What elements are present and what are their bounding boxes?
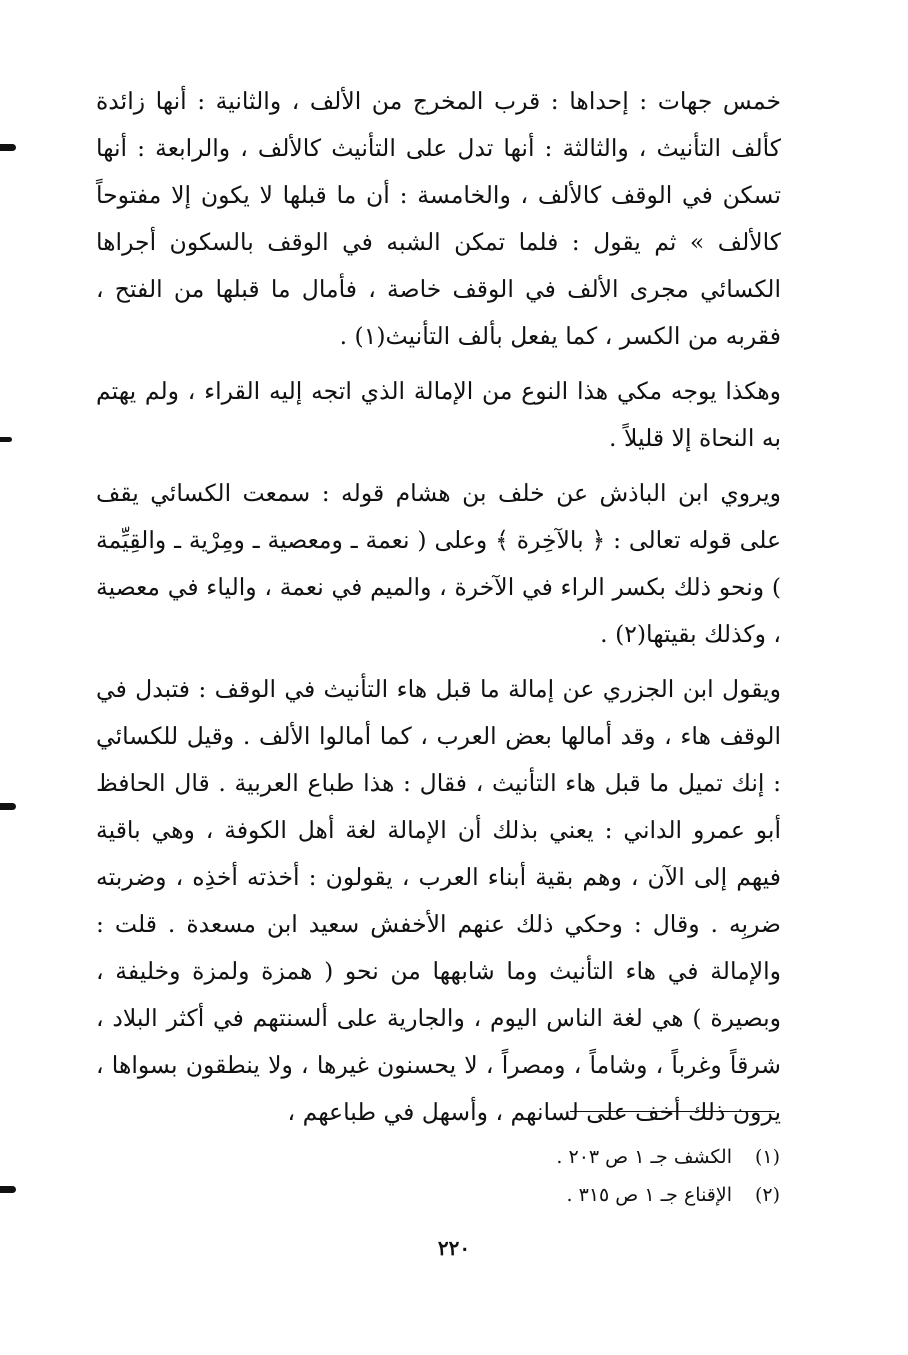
margin-mark — [0, 144, 16, 151]
footnote-text: الإقناع جـ ١ ص ٣١٥ . — [566, 1184, 732, 1206]
page-number: ٢٢٠ — [437, 1236, 471, 1260]
body-paragraph: ويروي ابن الباذش عن خلف بن هشام قوله : سمعت الكسائي يقف على قوله تعالى : ﴿ بالآخِرة ﴾ وعلى ( نعمة ـ ومعصية ـ ومِرْية ـ والقِيِّمة ) ونحو ذلك بكسر الراء في الآخرة ، والميم في نعمة ، والياء في معصية ، وكذلك بقيتها(٢) . — [96, 479, 781, 648]
margin-mark — [0, 1186, 16, 1193]
footnote-number: (١) — [754, 1146, 780, 1168]
margin-mark — [0, 437, 12, 442]
footnote-divider — [570, 1111, 775, 1112]
footnote — [360, 1176, 780, 1214]
margin-mark — [0, 803, 16, 810]
footnote — [360, 1138, 780, 1176]
footnotes — [360, 1138, 780, 1214]
footnote-number: (٢) — [754, 1184, 780, 1206]
footnote-text: الكشف جـ ١ ص ٢٠٣ . — [556, 1146, 732, 1168]
body-paragraph: ويقول ابن الجزري عن إمالة ما قبل هاء التأنيث في الوقف : فتبدل في الوقف هاء ، وقد أمالها بعض العرب ، كما أمالوا الألف . وقيل للكسائي : إنك تميل ما قبل هاء التأنيث ، فقال : هذا طباع العربية . قال الحافظ أبو عمرو الداني : يعني بذلك أن الإمالة لغة أهل الكوفة ، وهي باقية فيهم إلى الآن ، وهم بقية أبناء العرب ، يقولون : أخذته أخذِه ، وضربته ضربِه . وقال : وحكي ذلك عنهم الأخفش سعيد ابن مسعدة . قلت : والإمالة في هاء التأنيث وما شابهها من نحو ( همزة ولمزة وخليفة ، وبصيرة ) هي لغة الناس اليوم ، والجارية على ألسنتهم في أكثر البلاد ، شرقاً وغرباً ، وشاماً ، ومصراً ، لا يحسنون غيرها ، ولا ينطقون بسواها ، يرون ذلك أخف على لسانهم ، وأسهل في طباعهم ، — [96, 675, 781, 1126]
body-paragraph: خمس جهات : إحداها : قرب المخرج من الألف ، والثانية : أنها زائدة كألف التأنيث ، والثالثة : أنها تدل على التأنيث كالألف ، والرابعة : أنها تسكن في الوقف كالألف ، والخامسة : أن ما قبلها لا يكون إلا مفتوحاً كالألف » ثم يقول : فلما تمكن الشبه في الوقف بالسكون أجراها الكسائي مجرى الألف في الوقف خاصة ، فأمال ما قبلها من الفتح ، فقربه من الكسر ، كما يفعل بألف التأنيث(١) . — [96, 87, 781, 350]
body-paragraph: وهكذا يوجه مكي هذا النوع من الإمالة الذي اتجه إليه القراء ، ولم يهتم به النحاة إلا قليلاً . — [96, 377, 781, 452]
page-body — [96, 78, 781, 1136]
